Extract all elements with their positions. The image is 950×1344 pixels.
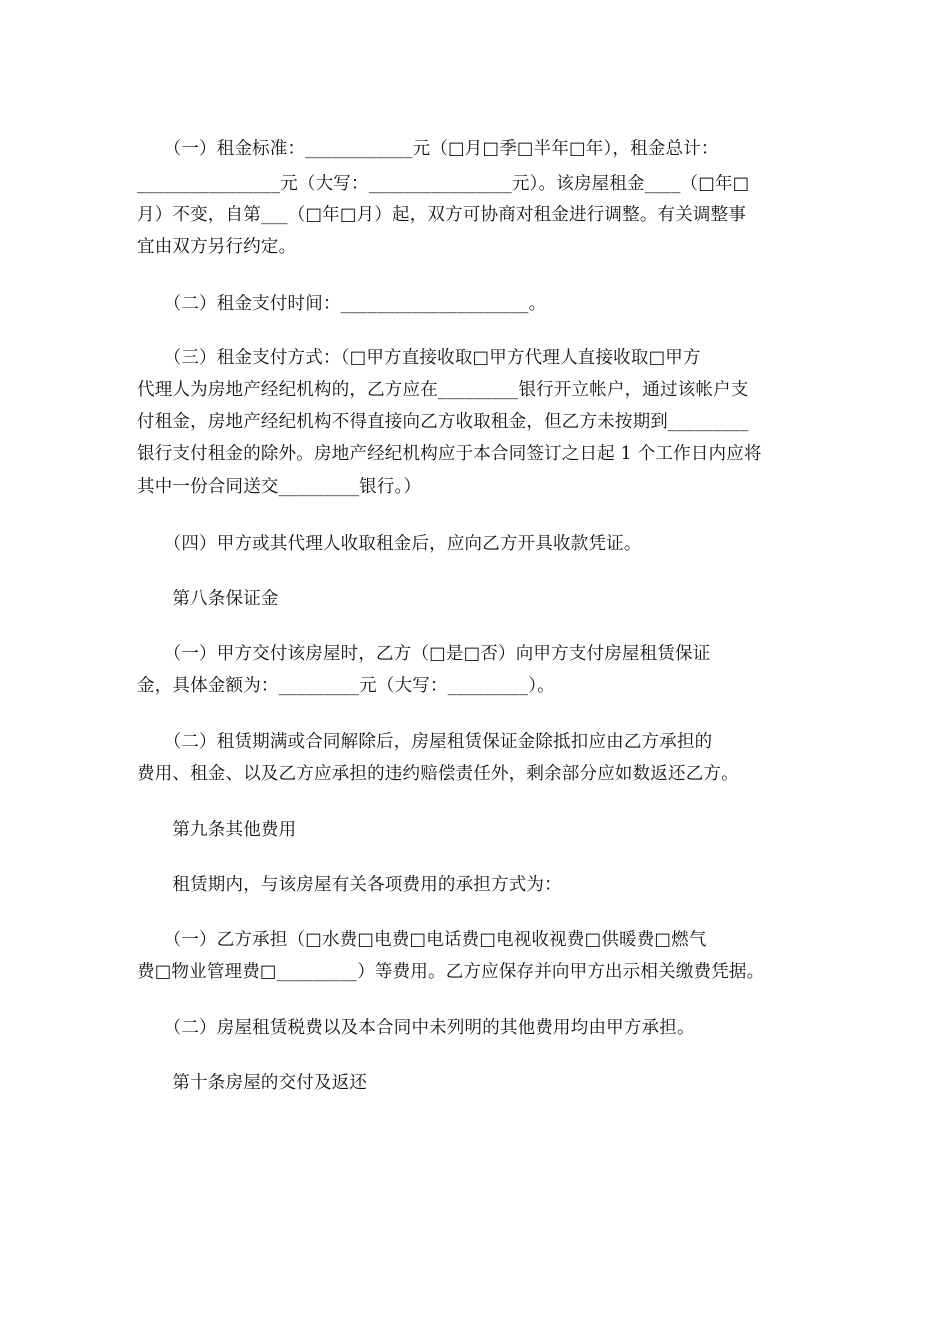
section-heading: 第十条房屋的交付及返还 [137, 1073, 368, 1093]
text-line: （一）甲方交付该房屋时，乙方（□是□否）向甲方支付房屋租赁保证 [137, 644, 711, 664]
text-line: （二）房屋租赁税费以及本合同中未列明的其他费用均由甲方承担。 [137, 1018, 695, 1038]
text-line: 其中一份合同送交_________银行。） [137, 477, 422, 497]
text-line: ________________元（大写：________________元）。该房屋租金____（□年□ [137, 174, 750, 194]
section-heading: 第八条保证金 [137, 589, 279, 609]
text-line: （二）租金支付时间：_____________________。 [137, 294, 547, 314]
text-line: 月）不变，自第___（□年□月）起，双方可协商对租金进行调整。有关调整事 [137, 205, 747, 225]
text-line: （二）租赁期满或合同解除后，房屋租赁保证金除抵扣应由乙方承担的 [137, 732, 713, 752]
text-line: 代理人为房地产经纪机构的，乙方应在_________银行开立帐户，通过该帐户支 [137, 380, 749, 400]
text-line: （一）租金标准：____________元（□月□季□半年□年），租金总计： [137, 139, 719, 159]
text-line: 租赁期内，与该房屋有关各项费用的承担方式为： [137, 875, 562, 895]
text-line: 银行支付租金的除外。房地产经纪机构应于本合同签订之日起 1 个工作日内应将 [137, 444, 762, 464]
text-line: 费□物业管理费□_________）等费用。乙方应保存并向甲方出示相关缴费凭据。 [137, 962, 765, 982]
text-line: （四）甲方或其代理人收取租金后，应向乙方开具收款凭证。 [137, 534, 642, 554]
text-line: （一）乙方承担（□水费□电费□电话费□电视收视费□供暖费□燃气 [137, 930, 707, 950]
text-line: 付租金，房地产经纪机构不得直接向乙方收取租金，但乙方未按期到_________ [137, 412, 749, 432]
text-line: （三）租金支付方式：（□甲方直接收取□甲方代理人直接收取□甲方 [137, 348, 701, 368]
text-line: 宜由双方另行约定。 [137, 237, 297, 257]
section-heading: 第九条其他费用 [137, 820, 297, 840]
text-line: 金，具体金额为：_________元（大写：_________）。 [137, 676, 555, 696]
text-line: 费用、租金、以及乙方应承担的违约赔偿责任外，剩余部分应如数返还乙方。 [137, 764, 739, 784]
